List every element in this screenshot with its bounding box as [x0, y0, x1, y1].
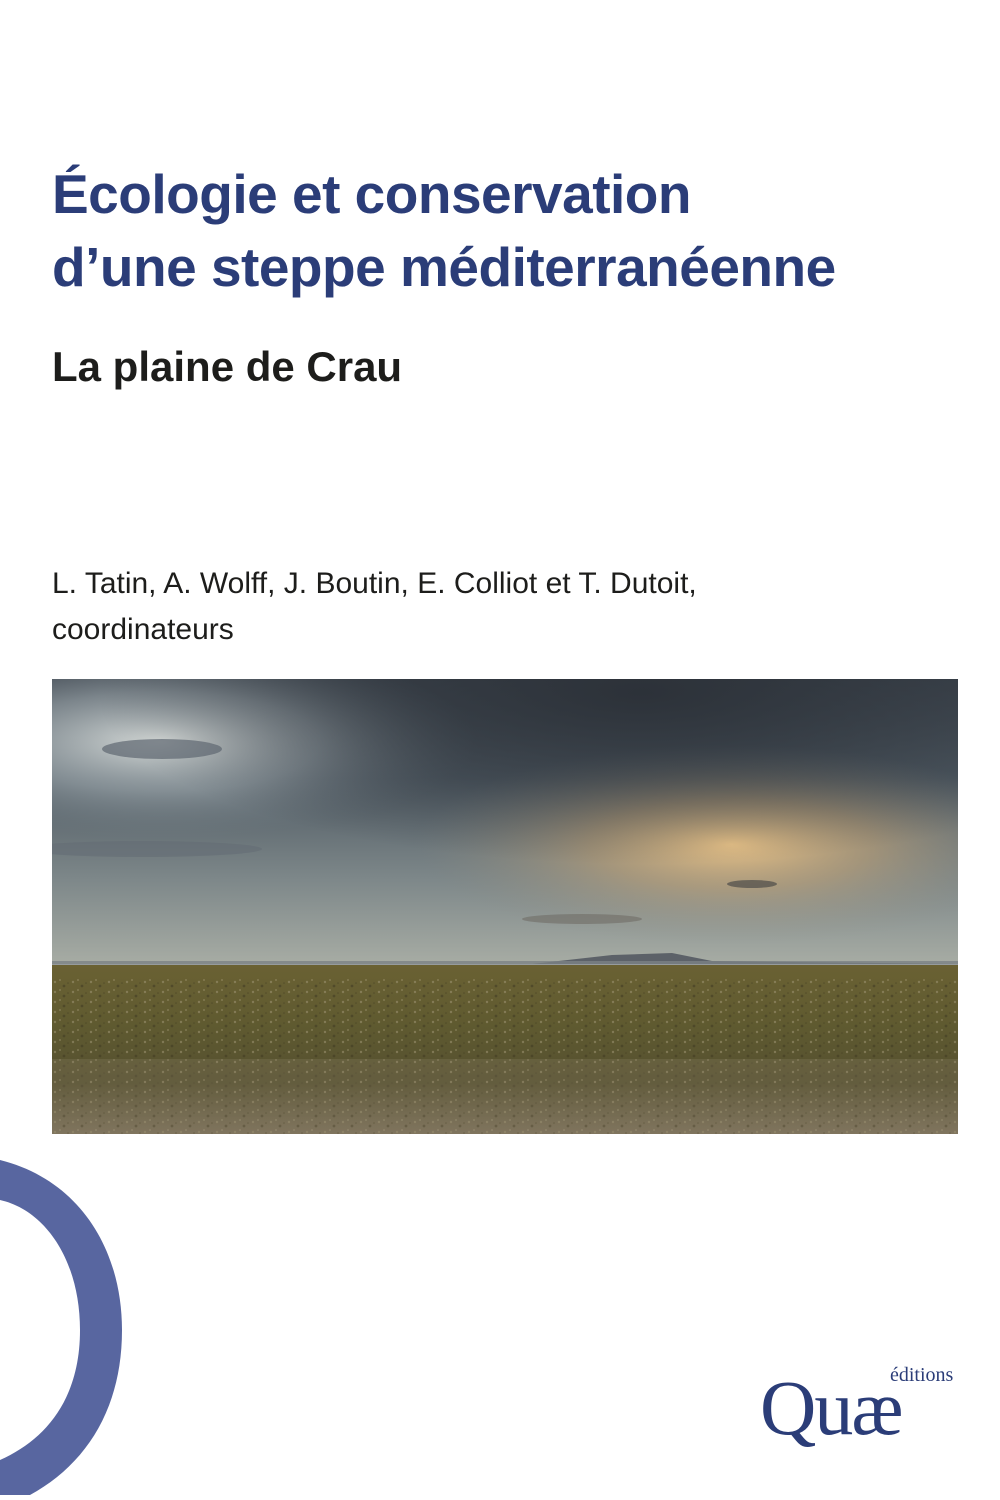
q-logo-arc: [0, 1160, 130, 1495]
cover-subtitle: La plaine de Crau: [52, 343, 403, 390]
landscape-photo: [52, 679, 958, 1134]
authors-line-2: coordinateurs: [52, 613, 234, 646]
title-line-1: Écologie et conservation: [52, 163, 692, 225]
authors-line-1: L. Tatin, A. Wolff, J. Boutin, E. Colliot et T. Dutoit,: [52, 567, 697, 600]
publisher-logo: [760, 1360, 970, 1460]
title-line-2: d’une steppe méditerranéenne: [52, 236, 836, 298]
publisher-prefix: éditions: [890, 1364, 954, 1386]
cover-title: [52, 158, 972, 304]
publisher-name: Quæ: [760, 1364, 902, 1451]
cover-authors: [52, 561, 697, 653]
